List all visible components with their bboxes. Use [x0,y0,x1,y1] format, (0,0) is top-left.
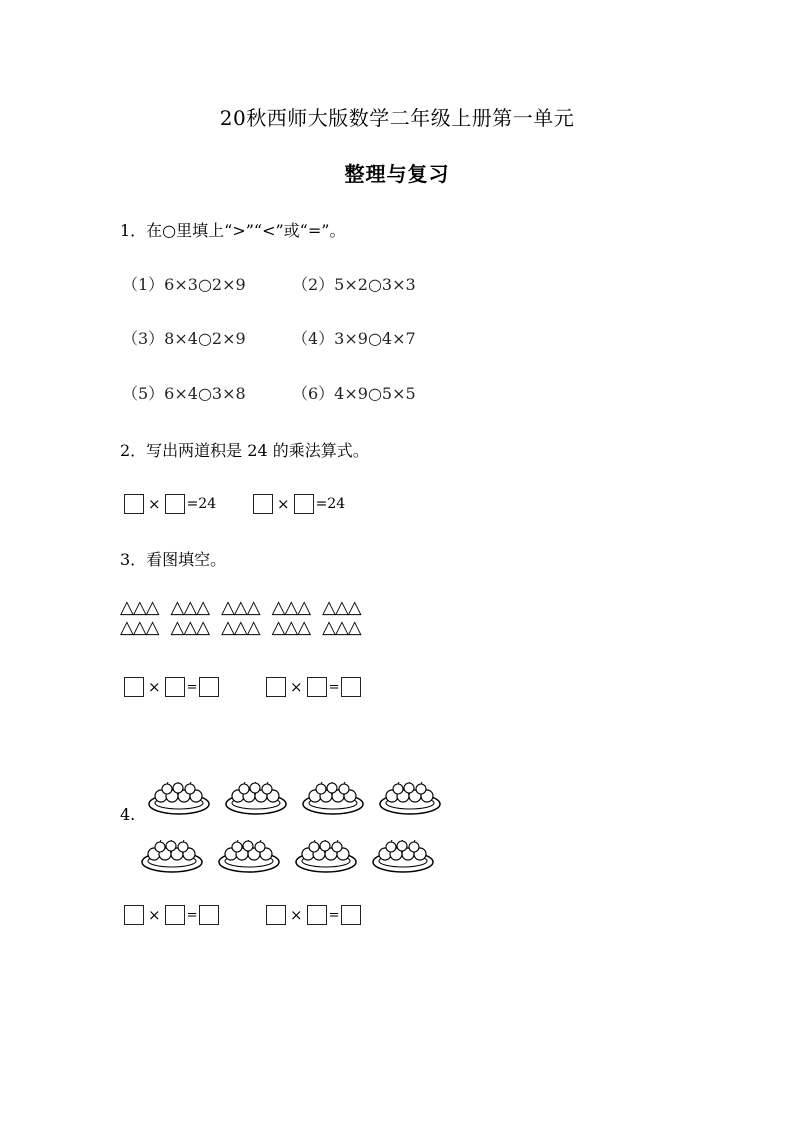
triangle-group: △△△ [120,597,159,618]
triangle-group: △△△ [221,597,260,618]
apple-plate-icon [371,840,437,876]
q1-item-4: （4）3×9○4×7 [292,329,416,348]
q1-item-2: （2）5×2○3×3 [292,275,416,294]
q2-equation-2 [253,494,349,514]
triangle-group: △△△ [221,617,260,638]
answer-box[interactable] [307,677,327,697]
equals-24: =24 [186,496,217,512]
times-sign: × [148,678,161,696]
triangle-group: △△△ [322,617,361,638]
question-4-label: 4. [120,805,136,824]
q3-equation-1 [124,677,219,697]
q1-item-5: （5）6×4○3×8 [122,384,246,403]
q4-equation-1 [124,905,219,925]
triangle-row-1 [120,598,373,618]
question-2-label: 2．写出两道积是 24 的乘法算式。 [120,441,369,460]
page-title: 20秋西师大版数学二年级上册第一单元 [219,106,575,130]
answer-box[interactable] [266,905,286,925]
answer-box[interactable] [165,905,185,925]
apple-plate-icon [224,782,290,818]
triangle-group: △△△ [322,597,361,618]
q4-equation-2 [266,905,361,925]
apple-plate-icon [378,782,444,818]
answer-box[interactable] [266,677,286,697]
answer-box[interactable] [307,905,327,925]
triangle-group: △△△ [271,617,311,638]
answer-box[interactable] [341,905,361,925]
answer-box[interactable] [199,905,219,925]
q1-item-1: （1）6×3○2×9 [122,275,246,294]
answer-box[interactable] [124,905,144,925]
answer-box[interactable] [341,677,361,697]
apple-plate-icon [147,782,213,818]
equals-sign: = [186,907,198,923]
question-1-label: 1．在○里填上“>”“<”或“=”。 [120,221,346,240]
page-subtitle: 整理与复习 [344,162,450,186]
q2-equation-1 [124,494,220,514]
triangle-group: △△△ [170,597,210,618]
triangle-group: △△△ [271,597,311,618]
times-sign: × [148,906,161,924]
answer-box[interactable] [199,677,219,697]
q1-item-3: （3）8×4○2×9 [122,329,246,348]
times-sign: × [290,678,303,696]
triangle-group: △△△ [170,617,210,638]
equals-sign: = [328,907,340,923]
triangle-group: △△△ [120,617,159,638]
triangle-row-2 [120,618,373,638]
equals-sign: = [186,679,198,695]
q1-item-6: （6）4×9○5×5 [292,384,416,403]
apple-plate-icon [217,840,283,876]
times-sign: × [290,906,303,924]
answer-box[interactable] [253,494,273,514]
answer-box[interactable] [124,677,144,697]
answer-box[interactable] [124,494,144,514]
apple-plate-icon [301,782,367,818]
answer-box[interactable] [294,494,314,514]
times-sign: × [148,495,161,513]
equals-24: =24 [315,496,346,512]
apple-plate-icon [294,840,360,876]
apple-plate-icon [140,840,206,876]
question-3-label: 3．看图填空。 [120,550,227,569]
q3-equation-2 [266,677,361,697]
equals-sign: = [328,679,340,695]
times-sign: × [277,495,290,513]
answer-box[interactable] [165,494,185,514]
answer-box[interactable] [165,677,185,697]
